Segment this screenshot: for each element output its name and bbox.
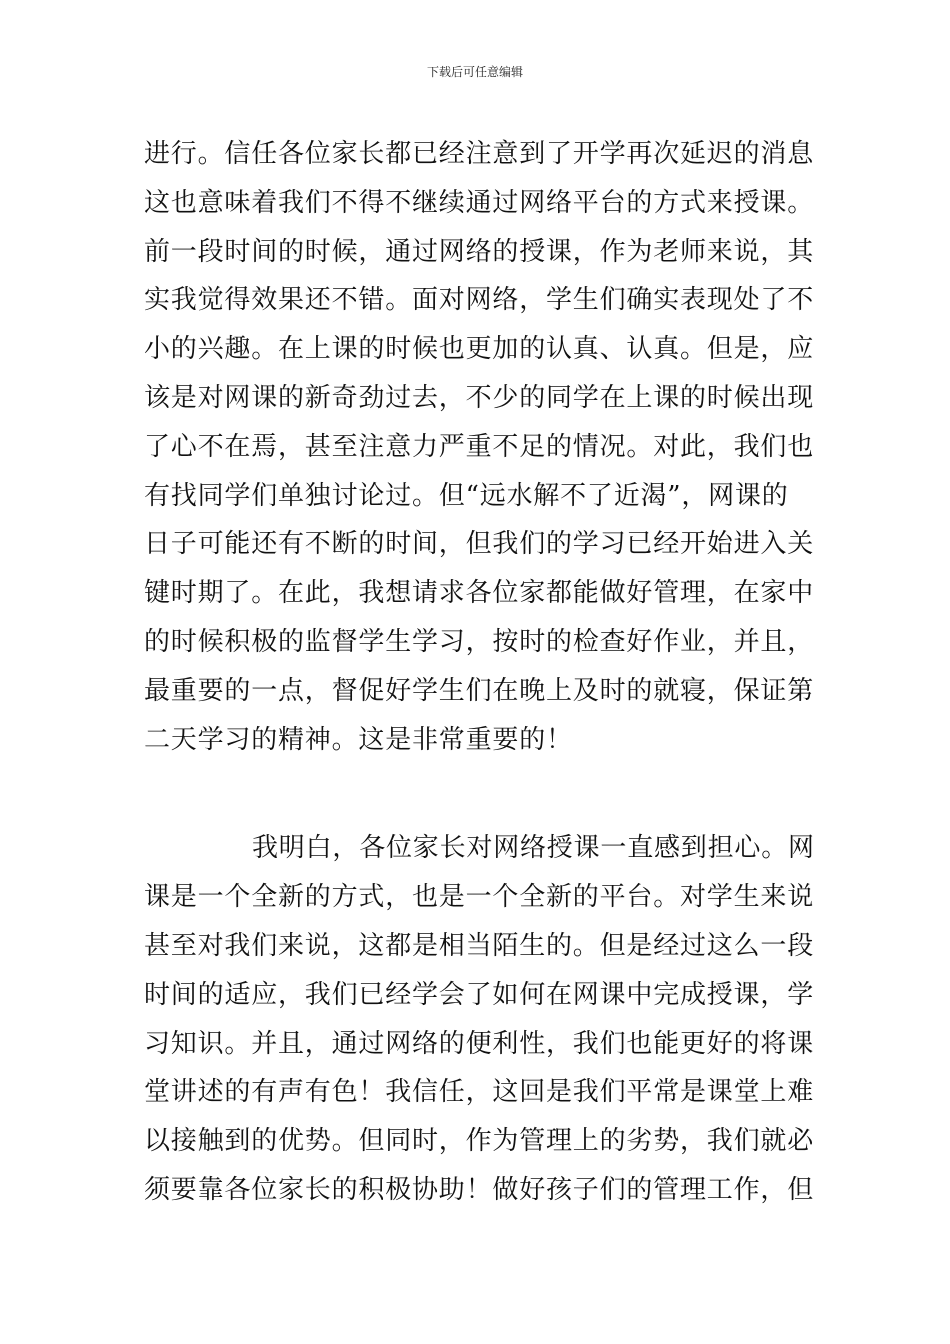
text-line: 甚至对我们来说，这都是相当陌生的。但是经过这么一段 [144, 930, 815, 961]
text-line: 堂讲述的有声有色！我信任，这回是我们平常是课堂上难 [144, 1077, 815, 1108]
text-line: 我明白，各位家长对网络授课一直感到担心。网 [252, 833, 815, 864]
document-body [144, 130, 824, 1215]
text-line: 有找同学们单独讨论过。但“远水解不了近渴”，网课的 [144, 480, 789, 511]
text-line: 以接触到的优势。但同时，作为管理上的劣势，我们就必 [144, 1126, 815, 1157]
text-line: 了心不在焉，甚至注意力严重不足的情况。对此，我们也 [144, 431, 815, 462]
page-header: 下载后可任意编辑 [426, 65, 523, 79]
paragraph-gap [144, 764, 824, 824]
text-line: 这也意味着我们不得不继续通过网络平台的方式来授课。 [144, 187, 815, 218]
text-line: 实我觉得效果还不错。面对网络，学生们确实表现处了不 [144, 285, 815, 316]
text-line: 前一段时间的时候，通过网络的授课，作为老师来说，其 [144, 236, 815, 267]
text-line: 课是一个全新的方式，也是一个全新的平台。对学生来说 [144, 882, 815, 913]
text-line: 小的兴趣。在上课的时候也更加的认真、认真。但是，应 [144, 334, 815, 365]
text-line: 习知识。并且，通过网络的便利性，我们也能更好的将课 [144, 1028, 815, 1059]
text-line: 须要靠各位家长的积极协助！做好孩子们的管理工作，但 [144, 1174, 815, 1205]
text-line: 时间的适应，我们已经学会了如何在网课中完成授课，学 [144, 979, 815, 1010]
text-line: 日子可能还有不断的时间，但我们的学习已经开始进入关 [144, 529, 815, 560]
text-line: 进行。信任各位家长都已经注意到了开学再次延迟的消息 [144, 139, 815, 169]
text-line: 二天学习的精神。这是非常重要的！ [144, 724, 573, 755]
text-line: 键时期了。在此，我想请求各位家都能做好管理，在家中 [144, 578, 815, 609]
text-line: 的时候积极的监督学生学习，按时的检查好作业，并且， [144, 626, 815, 657]
text-line: 该是对网课的新奇劲过去，不少的同学在上课的时候出现 [144, 382, 815, 413]
text-line: 最重要的一点，督促好学生们在晚上及时的就寝，保证第 [144, 675, 815, 706]
